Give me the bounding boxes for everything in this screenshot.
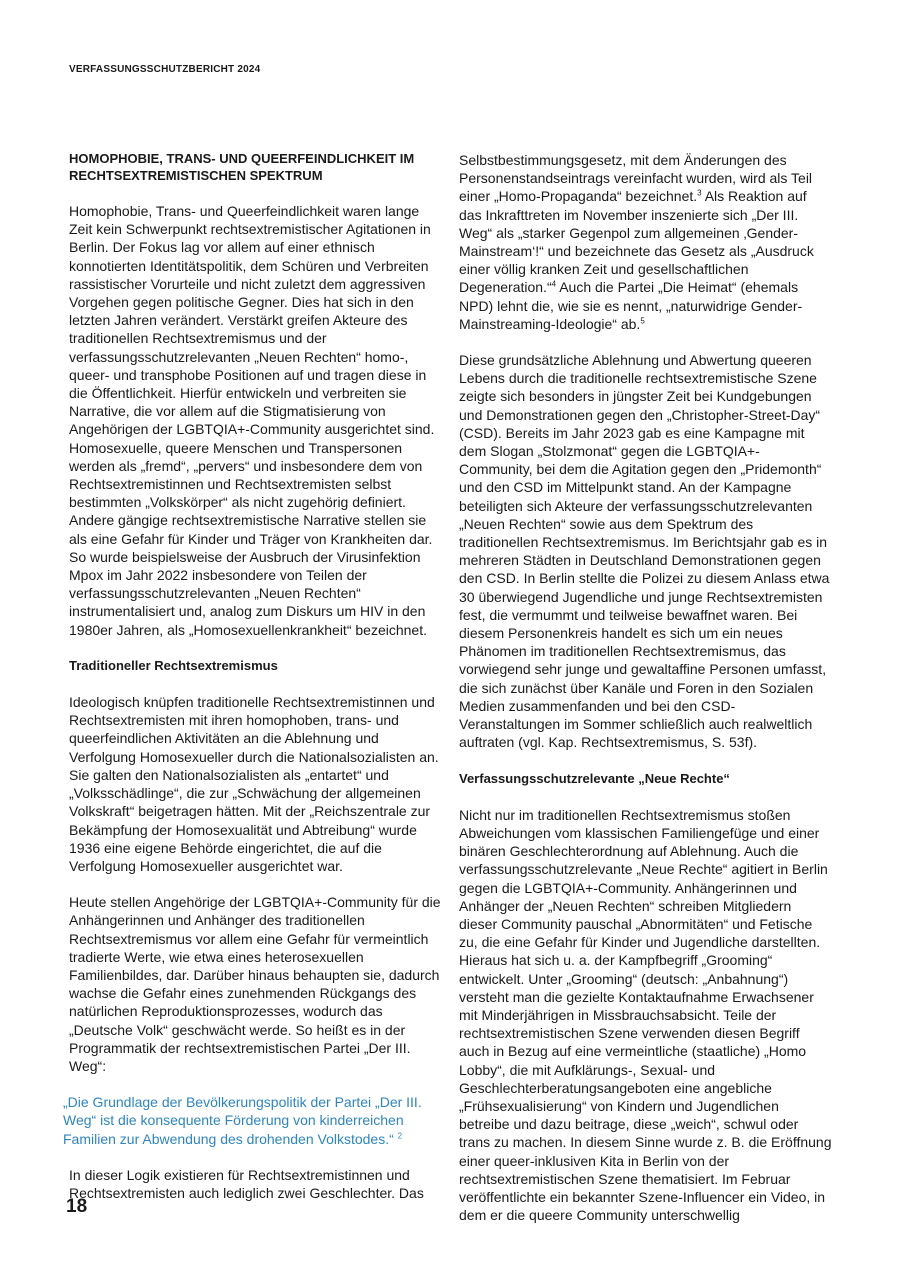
quote-text: „Die Grundlage der Bevölkerungspolitik der Partei „Der III. Weg“ ist die konsequente Förderung von kinderreichen Familien zur Abwendung des drohenden Volkstodes.“ xyxy=(63,1094,422,1147)
paragraph-text: Auch die Partei „Die Heimat“ (ehemals NPD) lehnt die, wie sie es nennt, „naturwidrige Gender-Mainstreaming-Ideologie“ ab. xyxy=(459,279,803,332)
footnote-ref[interactable]: 2 xyxy=(397,1130,403,1140)
paragraph: Heute stellen Angehörige der LGBTQIA+-Community für die Anhängerinnen und Anhänger des traditionellen Rechtsextremismus vor allem eine Gefahr für vermeintlich tradierte Werte, wie etwa eines heterosexuellen Familienbildes, dar. Darüber hinaus behaupten sie, dadurch wachse die Gefahr eines zunehmenden Rückgangs des natürlichen Reproduktionsprozesses, wodurch das „Deutsche Volk“ geschwächt werde. So heißt es in der Programmatik der rechtsextremistischen Partei „Der III. Weg“: xyxy=(69,894,441,1074)
paragraph: In dieser Logik existieren für Rechtsextremistinnen und Rechtsextremisten auch lediglich zwei Geschlechter. Das xyxy=(69,1166,424,1201)
footnote-ref[interactable]: 4 xyxy=(551,279,557,289)
paragraph-text: Selbstbestimmungsgesetz, mit dem Änderungen des Personenstandseintrags vereinfacht wurden, wird als Teil einer „Homo-Propaganda“ bezeichnet. xyxy=(459,152,813,205)
quote xyxy=(63,1093,441,1148)
paragraph xyxy=(459,151,833,333)
footnote-ref[interactable]: 5 xyxy=(640,316,645,326)
paragraph-text: Als Reaktion auf das Inkrafttreten im November inszenierte sich „Der III. Weg“ als „starker Gegenpol zum allgemeinen ‚Gender-Mainstream‘!“ und bezeichnete das Gesetz als „Ausdruck einer völlig kranken Zeit und gesellschaftlichen Degeneration.“ xyxy=(459,188,814,296)
page-number: 18 xyxy=(66,1196,88,1217)
left-column xyxy=(63,150,441,1202)
paragraph: Nicht nur im traditionellen Rechtsextremismus stoßen Abweichungen vom klassischen Familiengefüge und einer binären Geschlechterordnung auf Ablehnung. Auch die verfassungsschutzrelevante „Neue Rechte“ agitiert in Berlin gegen die LGBTQIA+-Community. Anhängerinnen und Anhänger der „Neuen Rechten“ schreiben Mitgliedern dieser Community pauschal „Abnormitäten“ und Fetische zu, die eine Gefahr für Kinder und Jugendliche darstellten. Hieraus hat sich u. a. der Kampfbegriff „Grooming“ entwickelt. Unter „Grooming“ (deutsch: „Anbahnung“) versteht man die gezielte Kontaktaufnahme Erwachsener mit Minderjährigen in Missbrauchsabsicht. Teile der rechtsextremistischen Szene verwenden diesen Begriff auch in Bezug auf eine vermeintliche (staatliche) „Homo Lobby“, die mit Aufklärungs-, Sexual- und Geschlechterberatungsangeboten eine angebliche „Frühsexualisierung“ von Kindern und Jugendlichen betreibe und dazu beitrage, diese „weich“, schwul oder trans zu machen. In diesem Sinne wurde z. B. die Eröffnung einer queer-inklusiven Kita in Berlin von der rechtsextremistischen Szene thematisiert. Im Februar veröffentlichte ein bekannter Szene-Influencer ein Video, in dem er die queere Community unterschwellig xyxy=(459,806,832,1224)
running-head: VERFASSUNGSSCHUTZBERICHT 2024 xyxy=(69,64,261,75)
paragraph: Diese grundsätzliche Ablehnung und Abwertung queeren Lebens durch die traditionelle rechtsextremistische Szene zeigte sich besonders in jüngster Zeit bei Kundgebungen und Demonstrationen gegen den „Christopher-Street-Day“ (CSD). Bereits im Jahr 2023 gab es eine Kampagne mit dem Slogan „Stolzmonat“ gegen die LGBTQIA+-Community, bei dem die Agitation gegen den „Pridemonth“ und den CSD im Mittelpunkt stand. An der Kampagne beteiligten sich Akteure der verfassungsschutzrelevanten „Neuen Rechten“ sowie aus dem Spektrum des traditionellen Rechtsextremismus. Im Berichtsjahr gab es in mehreren Städten in Deutschland Demonstrationen gegen den CSD. In Berlin stellte die Polizei zu diesem Anlass etwa 30 überwiegend Jugendliche und junge Rechtsextremisten fest, die vermummt und teilweise bewaffnet waren. Bei diesem Personenkreis handelt es sich um ein neues Phänomen im traditionellen Rechtsextremismus, das vorwiegend sehr junge und gewaltaffine Personen umfasst, die sich zunächst über Kanäle und Foren in den Sozialen Medien zusammenfanden und bei den CSD-Veranstaltungen im Sommer schließlich auch realweltlich auftraten (vgl. Kap. Rechtsextremismus, S. 53f). xyxy=(459,352,830,751)
paragraph: Ideologisch knüpfen traditionelle Rechtsextremistinnen und Rechtsextremisten mit ihren homophoben, trans- und queerfeindlichen Aktivitäten an die Ablehnung und Verfolgung Homosexueller durch die Nationalsozialisten an. Sie galten den Nationalsozialisten als „entartet“ und „Volksschädlinge“, die zur „Schwächung der allgemeinen Volkskraft“ beigetragen hätten. Mit der „Reichszentrale zur Bekämpfung der Homosexualität und Abtreibung“ wurde 1936 eine eigene Behörde eingerichtet, die auf die Verfolgung Homosexueller ausgerichtet war. xyxy=(69,694,439,874)
section-title: HOMOPHOBIE, TRANS- UND QUEERFEINDLICHKEIT IM RECHTSEXTREMISTISCHEN SPEKTRUM xyxy=(69,151,415,183)
paragraph: Homophobie, Trans- und Queerfeindlichkeit waren lange Zeit kein Schwerpunkt rechtsextremistischer Agitationen in Berlin. Der Fokus lag vor allem auf einer ethnisch konnotierten Identitätspolitik, dem Schüren und Verbreiten rassistischer Vorurteile und nicht zuletzt dem aggressiven Vorgehen gegen politische Gegner. Dies hat sich in den letzten Jahren verändert. Verstärkt greifen Akteure des traditionellen Rechtsextremismus und der verfassungsschutzrelevanten „Neuen Rechten“ homo-, queer- und transphobe Positionen auf und tragen diese in die Öffentlichkeit. Hierfür entwickeln und verbreiten sie Narrative, die vor allem auf die Stigmatisierung von Angehörigen der LGBTQIA+-Community ausgerichtet sind. Homosexuelle, queere Menschen und Transpersonen werden als „fremd“, „pervers“ und insbesondere dem von Rechtsextremistinnen und Rechtsextremisten selbst bestimmten „Volkskörper“ als nicht zugehörig definiert. Andere gängige rechtsextremistische Narrative stellen sie als eine Gefahr für Kinder und Träger von Krankheiten dar. So wurde beispielsweise der Ausbruch der Virusinfektion Mpox im Jahr 2022 insbesondere von Teilen der verfassungsschutzrelevanten „Neuen Rechten“ instrumentalisiert und, analog zum Diskurs um HIV in den 1980er Jahren, als „Homosexuellenkrankheit“ bezeichnet. xyxy=(69,203,435,638)
footnote-ref[interactable]: 3 xyxy=(697,188,702,198)
subheading-traditional: Traditioneller Rechtsextremismus xyxy=(69,657,278,673)
subheading-new-right: Verfassungsschutzrelevante „Neue Rechte“ xyxy=(459,770,730,786)
right-column xyxy=(459,151,833,1224)
